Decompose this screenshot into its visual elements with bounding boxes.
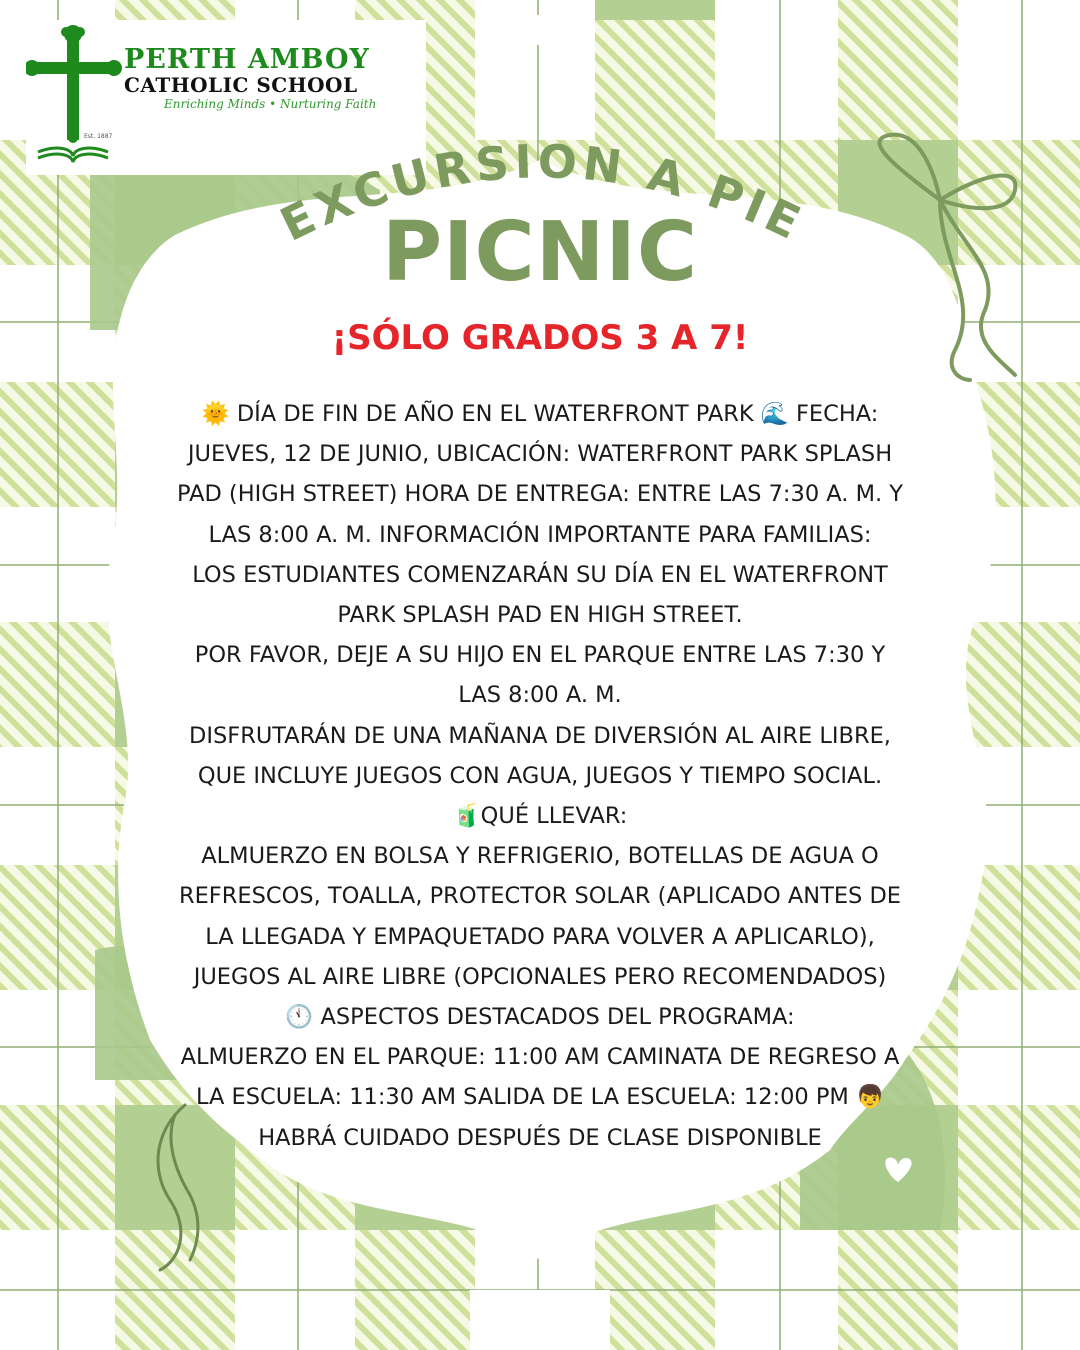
detail-line: LA ESCUELA: 11:30 AM SALIDA DE LA ESCUELA: 12:00 PM 👦 bbox=[195, 1084, 885, 1111]
arc-title-text: EXCURSION A PIE bbox=[271, 134, 813, 252]
school-name-line1: PERTH AMBOY bbox=[124, 44, 370, 75]
detail-line: REFRESCOS, TOALLA, PROTECTOR SOLAR (APLICADO ANTES DE bbox=[178, 883, 902, 910]
detail-line: 🕚 ASPECTOS DESTACADOS DEL PROGRAMA: bbox=[285, 1004, 795, 1031]
detail-line: LAS 8:00 A. M. bbox=[458, 682, 622, 709]
detail-line: JUEVES, 12 DE JUNIO, UBICACIÓN: WATERFRONT PARK SPLASH bbox=[187, 441, 893, 468]
detail-line: LOS ESTUDIANTES COMENZARÁN SU DÍA EN EL WATERFRONT bbox=[192, 561, 888, 588]
detail-line: ALMUERZO EN BOLSA Y REFRIGERIO, BOTELLAS DE AGUA O bbox=[201, 843, 879, 870]
logo-est: Est. 1887 bbox=[84, 133, 113, 140]
detail-line: QUE INCLUYE JUEGOS CON AGUA, JUEGOS Y TIEMPO SOCIAL. bbox=[197, 762, 883, 789]
school-name-line2: CATHOLIC SCHOOL bbox=[124, 73, 358, 97]
detail-line: PARK SPLASH PAD EN HIGH STREET. bbox=[337, 602, 743, 629]
detail-line: 🌞 DÍA DE FIN DE AÑO EN EL WATERFRONT PARK 🌊 FECHA: bbox=[201, 401, 879, 427]
grades-subtitle: ¡SÓLO GRADOS 3 A 7! bbox=[331, 318, 749, 358]
detail-line: 🧃QUÉ LLEVAR: bbox=[452, 803, 628, 830]
detail-line: POR FAVOR, DEJE A SU HIJO EN EL PARQUE ENTRE LAS 7:30 Y bbox=[194, 642, 886, 669]
detail-line: HABRÁ CUIDADO DESPUÉS DE CLASE DISPONIBLE bbox=[258, 1124, 822, 1151]
detail-line: LAS 8:00 A. M. INFORMACIÓN IMPORTANTE PARA FAMILIAS: bbox=[208, 521, 872, 548]
detail-line: DISFRUTARÁN DE UNA MAÑANA DE DIVERSIÓN AL AIRE LIBRE, bbox=[189, 722, 891, 749]
event-details bbox=[130, 394, 950, 1158]
detail-line: ALMUERZO EN EL PARQUE: 11:00 AM CAMINATA DE REGRESO A bbox=[180, 1044, 900, 1071]
detail-line: LA LLEGADA Y EMPAQUETADO PARA VOLVER A APLICARLO), bbox=[205, 923, 875, 950]
detail-line: JUEGOS AL AIRE LIBRE (OPCIONALES PERO RECOMENDADOS) bbox=[193, 963, 887, 990]
school-tagline: Enriching Minds • Nurturing Faith bbox=[164, 97, 377, 111]
school-name bbox=[124, 46, 376, 112]
detail-line: PAD (HIGH STREET) HORA DE ENTREGA: ENTRE LAS 7:30 A. M. Y bbox=[176, 481, 904, 508]
page-title: PICNIC bbox=[381, 205, 699, 300]
